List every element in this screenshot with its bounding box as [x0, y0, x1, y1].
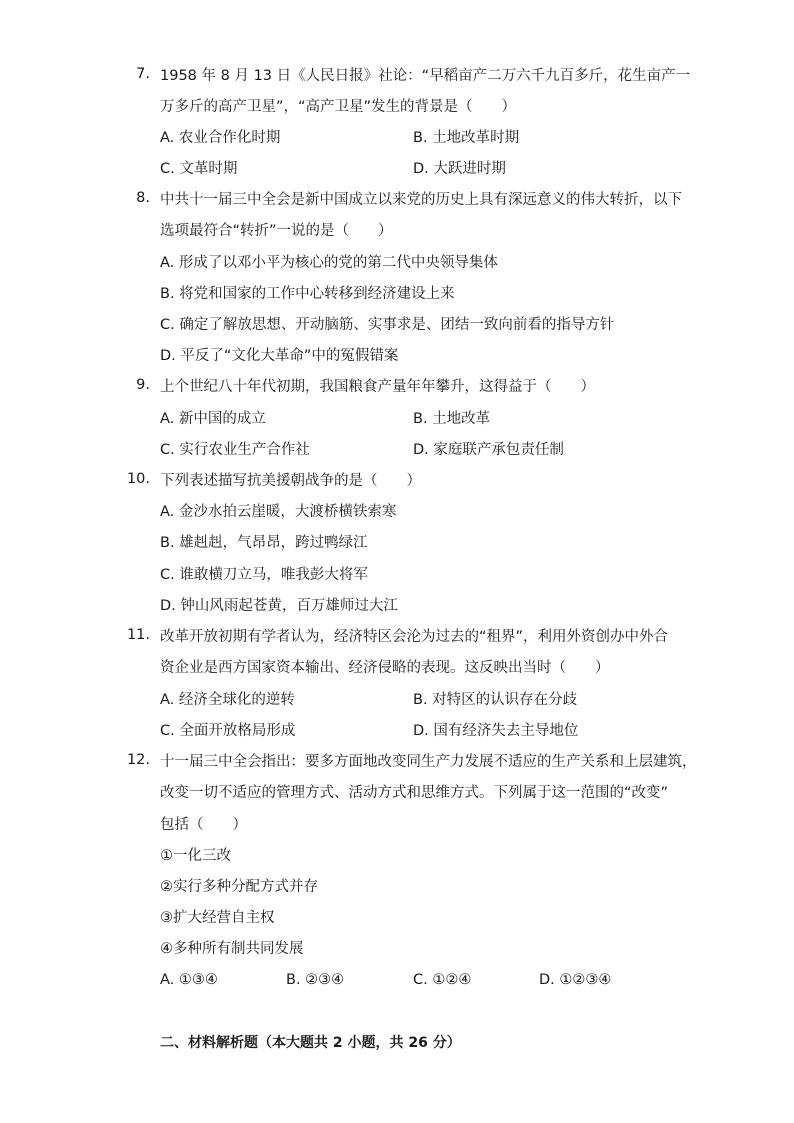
- list-item: ①一化三改: [160, 848, 231, 864]
- option-c: C. 全面开放格局形成: [160, 723, 296, 739]
- question-text-line: 选项最符合“转折”一说的是（ ）: [160, 223, 393, 239]
- option-d: D. ①②③④: [539, 972, 612, 988]
- option-b: B. 雄赳赳，气昂昂，跨过鸭绿江: [160, 535, 368, 551]
- question-number: 10.: [126, 471, 150, 487]
- option-b: B. ②③④: [286, 972, 345, 988]
- list-item: ③扩大经营自主权: [160, 910, 275, 926]
- question-number: 9.: [136, 377, 150, 393]
- option-b: B. 将党和国家的工作中心转移到经济建设上来: [160, 286, 455, 302]
- question-text-line: 资企业是西方国家资本输出、经济侵略的表现。这反映出当时（ ）: [160, 660, 610, 676]
- option-b: B. 对特区的认识存在分歧: [413, 692, 578, 708]
- list-item: ④多种所有制共同发展: [160, 941, 304, 957]
- option-c: C. ①②④: [413, 972, 472, 988]
- option-a: A. 经济全球化的逆转: [160, 692, 295, 708]
- option-d: D. 家庭联产承包责任制: [413, 442, 564, 458]
- option-c: C. 实行农业生产合作社: [160, 442, 310, 458]
- option-b: B. 土地改革时期: [413, 130, 520, 146]
- option-d: D. 钟山风雨起苍黄，百万雄师过大江: [160, 598, 398, 614]
- option-a: A. 形成了以邓小平为核心的党的第二代中央领导集体: [160, 255, 498, 271]
- option-a: A. 农业合作化时期: [160, 130, 281, 146]
- option-c: C. 文革时期: [160, 161, 238, 177]
- question-number: 7.: [136, 66, 150, 82]
- option-a: A. ①③④: [160, 972, 218, 988]
- question-text-line: 下列表述描写抗美援朝战争的是（ ）: [160, 473, 421, 489]
- option-d: D. 平反了“文化大革命”中的冤假错案: [160, 348, 399, 364]
- option-a: A. 金沙水拍云崖暖，大渡桥横铁索寒: [160, 504, 397, 520]
- option-c: C. 谁敢横刀立马，唯我彭大将军: [160, 567, 368, 583]
- section-heading: 二、材料解析题（本大题共 2 小题，共 26 分）: [160, 1035, 461, 1051]
- option-c: C. 确定了解放思想、开动脑筋、实事求是、团结一致向前看的指导方针: [160, 317, 615, 333]
- question-text-line: 中共十一届三中全会是新中国成立以来党的历史上具有深远意义的伟大转折，以下: [160, 192, 682, 208]
- question-text-line: 十一届三中全会指出：要多方面地改变同生产力发展不适应的生产关系和上层建筑，: [160, 754, 697, 770]
- option-a: A. 新中国的成立: [160, 411, 266, 427]
- list-item: ②实行多种分配方式并存: [160, 879, 318, 895]
- question-text-line: 改革开放初期有学者认为，经济特区会沦为过去的“租界”，利用外资创办中外合: [160, 629, 669, 645]
- question-number: 11.: [126, 627, 150, 643]
- option-d: D. 国有经济失去主导地位: [413, 723, 579, 739]
- option-b: B. 土地改革: [413, 411, 491, 427]
- question-text-line: 万多斤的高产卫星”，“高产卫星”发生的背景是（ ）: [160, 99, 517, 115]
- question-text-line: 包括（ ）: [160, 817, 247, 833]
- question-text-line: 上个世纪八十年代初期，我国粮食产量年年攀升，这得益于（ ）: [160, 379, 595, 395]
- question-text-line: 1958 年 8 月 13 日《人民日报》社论：“早稻亩产二万六千九百多斤，花生亩产一: [160, 68, 691, 84]
- question-text-line: 改变一切不适应的管理方式、活动方式和思维方式。下列属于这一范围的“改变”: [160, 785, 669, 801]
- question-number: 12.: [126, 752, 150, 768]
- question-number: 8.: [136, 190, 150, 206]
- option-d: D. 大跃进时期: [413, 161, 506, 177]
